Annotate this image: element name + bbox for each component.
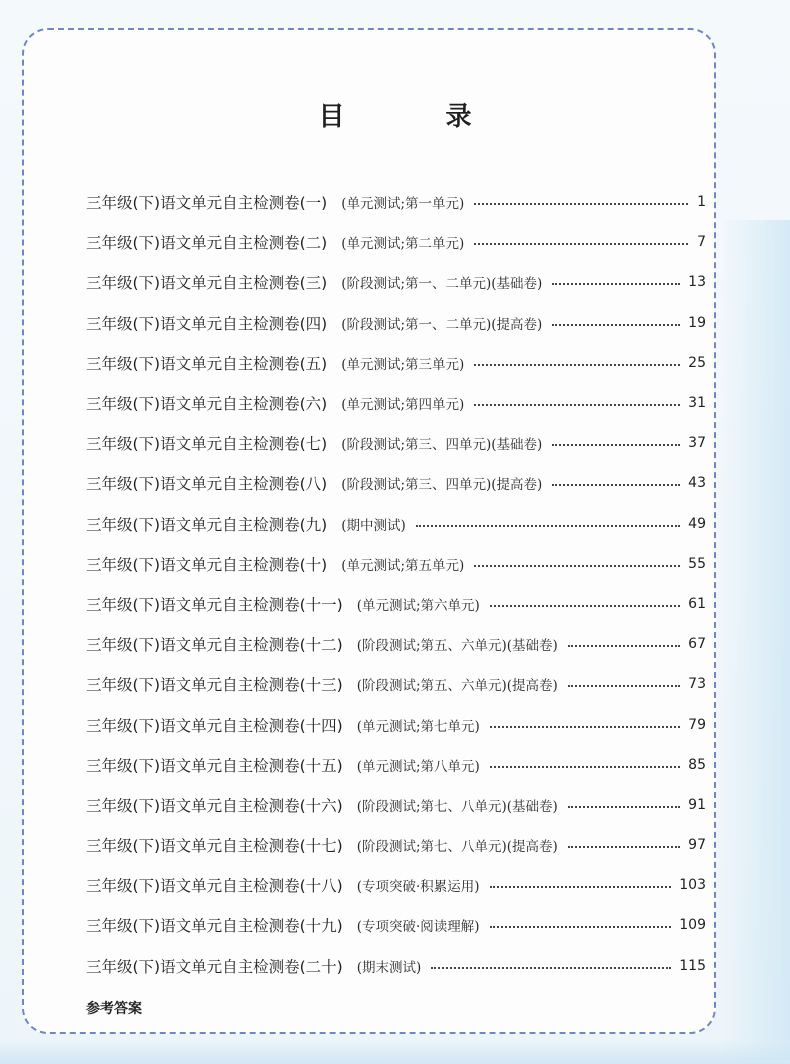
toc-entry-title: 三年级(下)语文单元自主检测卷(四)	[86, 314, 328, 333]
toc-entry-note: (专项突破·积累运用)	[356, 879, 480, 896]
toc-entry[interactable]	[86, 946, 706, 986]
toc-dot-leader	[474, 565, 680, 567]
toc-entry-title: 三年级(下)语文单元自主检测卷(二)	[86, 234, 328, 253]
toc-page-number: 31	[688, 395, 706, 412]
toc-page-number: 37	[688, 435, 706, 452]
page-title: 目 录	[318, 102, 518, 132]
toc-entry-note: (单元测试;第三单元)	[341, 356, 465, 373]
toc-entry-title: 三年级(下)语文单元自主检测卷(九)	[86, 515, 328, 534]
toc-entry-title: 三年级(下)语文单元自主检测卷(十)	[86, 555, 328, 574]
toc-entry-title: 三年级(下)语文单元自主检测卷(三)	[86, 274, 328, 293]
toc-page-number: 73	[688, 676, 706, 693]
toc-entry[interactable]	[86, 222, 706, 262]
toc-entry-title: 三年级(下)语文单元自主检测卷(十三)	[86, 676, 343, 695]
toc-entry-title: 三年级(下)语文单元自主检测卷(六)	[86, 395, 328, 414]
toc-entry[interactable]	[86, 343, 706, 383]
toc-page-number: 115	[679, 957, 706, 974]
toc-entry-note: (阶段测试;第一、二单元)(提高卷)	[341, 316, 543, 333]
toc-entry[interactable]	[86, 182, 706, 222]
toc-dot-leader	[490, 726, 680, 728]
toc-entry[interactable]	[86, 745, 706, 785]
toc-dot-leader	[552, 324, 680, 326]
toc-entry-note: (阶段测试;第三、四单元)(基础卷)	[341, 437, 543, 454]
toc-entry-title: 三年级(下)语文单元自主检测卷(八)	[86, 475, 328, 494]
toc-dot-leader	[474, 203, 688, 205]
toc-entry-note: (专项突破·阅读理解)	[356, 919, 480, 936]
table-of-contents	[86, 182, 706, 986]
toc-entry[interactable]	[86, 825, 706, 865]
toc-dot-leader	[568, 846, 680, 848]
toc-entry-title: 三年级(下)语文单元自主检测卷(二十)	[86, 957, 343, 976]
answers-label: 参考答案	[86, 1001, 142, 1017]
toc-entry[interactable]	[86, 303, 706, 343]
toc-page-number: 25	[688, 354, 706, 371]
toc-entry-note: (阶段测试;第七、八单元)(提高卷)	[356, 839, 558, 856]
toc-entry[interactable]	[86, 544, 706, 584]
toc-entry-note: (单元测试;第七单元)	[356, 718, 480, 735]
toc-entry-title: 三年级(下)语文单元自主检测卷(一)	[86, 194, 328, 213]
toc-entry[interactable]	[86, 423, 706, 463]
toc-entry-title: 三年级(下)语文单元自主检测卷(十八)	[86, 877, 343, 896]
toc-entry-note: (阶段测试;第五、六单元)(提高卷)	[356, 678, 558, 695]
toc-entry[interactable]	[86, 664, 706, 704]
toc-entry-note: (单元测试;第五单元)	[341, 557, 465, 574]
toc-page-number: 109	[679, 917, 706, 934]
toc-entry-note: (阶段测试;第五、六单元)(基础卷)	[356, 638, 558, 655]
toc-dot-leader	[474, 364, 680, 366]
toc-entry-title: 三年级(下)语文单元自主检测卷(十二)	[86, 636, 343, 655]
toc-entry[interactable]	[86, 624, 706, 664]
toc-dot-leader	[474, 404, 680, 406]
toc-dot-leader	[474, 243, 688, 245]
toc-dot-leader	[552, 484, 680, 486]
toc-dot-leader	[568, 806, 680, 808]
toc-entry[interactable]	[86, 905, 706, 945]
toc-entry-title: 三年级(下)语文单元自主检测卷(十五)	[86, 756, 343, 775]
toc-page-number: 103	[679, 877, 706, 894]
toc-entry-title: 三年级(下)语文单元自主检测卷(十七)	[86, 837, 343, 856]
toc-dot-leader	[490, 886, 672, 888]
toc-entry[interactable]	[86, 383, 706, 423]
toc-entry[interactable]	[86, 704, 706, 744]
toc-entry-note: (阶段测试;第七、八单元)(基础卷)	[356, 798, 558, 815]
toc-entry-note: (单元测试;第一单元)	[341, 196, 465, 213]
toc-entry-title: 三年级(下)语文单元自主检测卷(十一)	[86, 595, 343, 614]
toc-page-number: 1	[697, 194, 706, 211]
toc-entry[interactable]	[86, 463, 706, 503]
toc-entry[interactable]	[86, 785, 706, 825]
toc-page-number: 19	[688, 314, 706, 331]
toc-entry[interactable]	[86, 262, 706, 302]
toc-page-number: 97	[688, 837, 706, 854]
toc-entry[interactable]	[86, 584, 706, 624]
toc-dot-leader	[490, 605, 680, 607]
toc-entry-title: 三年级(下)语文单元自主检测卷(十四)	[86, 716, 343, 735]
toc-page-number: 13	[688, 274, 706, 291]
toc-page-number: 49	[688, 515, 706, 532]
toc-dot-leader	[431, 967, 671, 969]
toc-entry-note: (期末测试)	[356, 959, 422, 976]
toc-entry[interactable]	[86, 504, 706, 544]
right-decoration	[720, 220, 790, 1060]
toc-page-number: 79	[688, 716, 706, 733]
toc-entry-note: (单元测试;第四单元)	[341, 397, 465, 414]
toc-entry-note: (阶段测试;第三、四单元)(提高卷)	[341, 477, 543, 494]
toc-entry[interactable]	[86, 865, 706, 905]
toc-dot-leader	[416, 525, 680, 527]
toc-page-number: 43	[688, 475, 706, 492]
toc-page-number: 61	[688, 595, 706, 612]
toc-dot-leader	[490, 766, 680, 768]
toc-page-number: 67	[688, 636, 706, 653]
toc-entry-note: (单元测试;第八单元)	[356, 758, 480, 775]
toc-dot-leader	[552, 283, 680, 285]
toc-entry-note: (阶段测试;第一、二单元)(基础卷)	[341, 276, 543, 293]
toc-page-number: 7	[697, 234, 706, 251]
bottom-decoration	[0, 1040, 790, 1064]
toc-entry-note: (单元测试;第六单元)	[356, 597, 480, 614]
toc-page-number: 55	[688, 555, 706, 572]
toc-page-number: 85	[688, 756, 706, 773]
toc-entry-title: 三年级(下)语文单元自主检测卷(七)	[86, 435, 328, 454]
toc-dot-leader	[568, 685, 680, 687]
toc-dot-leader	[568, 645, 680, 647]
toc-entry-title: 三年级(下)语文单元自主检测卷(五)	[86, 354, 328, 373]
toc-entry-title: 三年级(下)语文单元自主检测卷(十六)	[86, 796, 343, 815]
toc-entry-note: (单元测试;第二单元)	[341, 236, 465, 253]
toc-entry-title: 三年级(下)语文单元自主检测卷(十九)	[86, 917, 343, 936]
toc-page-number: 91	[688, 796, 706, 813]
toc-dot-leader	[490, 926, 672, 928]
toc-entry-note: (期中测试)	[341, 517, 406, 534]
toc-dot-leader	[552, 444, 680, 446]
